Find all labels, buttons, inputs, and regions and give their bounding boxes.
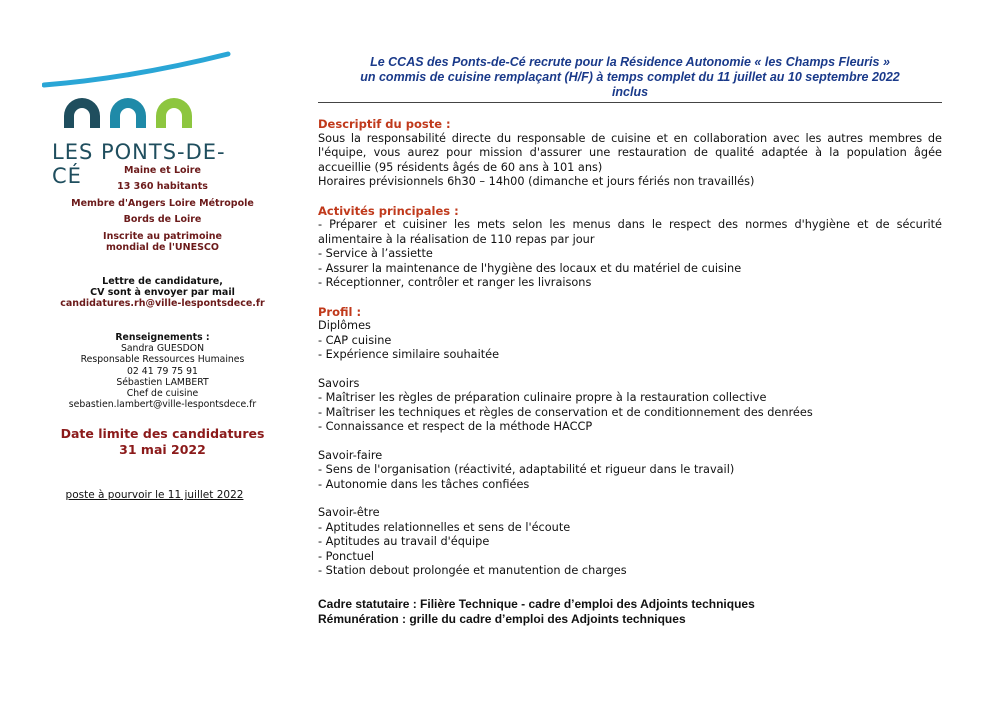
activity-item: - Service à l’assiette bbox=[318, 247, 433, 260]
activity-item: - Assurer la maintenance de l'hygiène des locaux et du matériel de cuisine bbox=[318, 261, 742, 275]
job-offer bbox=[318, 55, 942, 627]
contact-info bbox=[40, 332, 285, 410]
info-line: Inscrite au patrimoine bbox=[103, 230, 222, 242]
activity-item: - Réceptionner, contrôler et ranger les livraisons bbox=[318, 276, 592, 289]
logo-text: LES PONTS-DE-CÉ bbox=[52, 140, 226, 188]
profile-line: - CAP cuisine bbox=[318, 333, 392, 347]
profile-line: Savoir-être bbox=[318, 506, 380, 519]
title-line: Le CCAS des Ponts-de-Cé recrute pour la Résidence Autonomie « les Champs Fleuris » bbox=[370, 55, 890, 69]
profile-line: Diplômes bbox=[318, 319, 371, 332]
statutory-frame: Cadre statutaire : Filière Technique - cadre d’emploi des Adjoints techniques bbox=[318, 596, 755, 611]
profile-line: - Maîtriser les techniques et règles de conservation et de conditionnement des denrées bbox=[318, 405, 813, 419]
info-line: mondial de l'UNESCO bbox=[106, 241, 219, 253]
profile-line: - Sens de l'organisation (réactivité, adaptabilité et rigueur dans le travail) bbox=[318, 463, 735, 476]
deadline-date: 31 mai 2022 bbox=[119, 441, 206, 457]
contact-line: Sébastien LAMBERT bbox=[116, 376, 209, 388]
apply-email-link[interactable]: candidatures.rh@ville-lespontsdece.fr bbox=[60, 298, 265, 310]
profile-line: - Ponctuel bbox=[318, 549, 375, 563]
contact-line: Chef de cuisine bbox=[126, 387, 199, 399]
status-footer bbox=[318, 597, 942, 627]
description-text: Sous la responsabilité directe du responsable de cuisine et en collaboration avec les autres membres de l'équipe, vous aurez pour mission d'assurer une restauration de qualité adaptée à la population âgée accueillie (95 résidents âgés de 60 ans à 101 ans) bbox=[318, 131, 942, 174]
section-heading-profile: Profil : bbox=[318, 304, 362, 319]
sidebar bbox=[40, 40, 285, 501]
profile-line: - Station debout prolongée et manutention de charges bbox=[318, 564, 627, 577]
remuneration: Rémunération : grille du cadre d’emploi des Adjoints techniques bbox=[318, 611, 686, 626]
info-line: 13 360 habitants bbox=[117, 181, 208, 193]
contact-line: Sandra GUESDON bbox=[120, 343, 205, 355]
activity-item: - Préparer et cuisiner les mets selon les menus dans le respect des normes d'hygiène et de sécurité alimentaire à la réalisation de 110 repas par jour bbox=[318, 218, 942, 246]
section-heading-activities: Activités principales : bbox=[318, 203, 459, 218]
profile-line: - Maîtriser les règles de préparation culinaire propre à la restauration collective bbox=[318, 391, 767, 404]
profile-line: - Connaissance et respect de la méthode HACCP bbox=[318, 420, 593, 433]
info-line: Bords de Loire bbox=[123, 214, 202, 226]
apply-line: CV sont à envoyer par mail bbox=[90, 287, 235, 299]
schedule-text: Horaires prévisionnels 6h30 – 14h00 (dimanche et jours fériés non travaillés) bbox=[318, 175, 755, 188]
contact-line: 02 41 79 75 91 bbox=[127, 365, 198, 377]
section-heading-description: Descriptif du poste : bbox=[318, 117, 451, 131]
profile-line: - Autonomie dans les tâches confiées bbox=[318, 477, 530, 491]
offer-title bbox=[318, 55, 942, 103]
profile-line: Savoirs bbox=[318, 376, 360, 390]
deadline bbox=[40, 426, 285, 457]
profile-line: - Aptitudes relationnelles et sens de l'écoute bbox=[318, 520, 571, 534]
contact-line: Responsable Ressources Humaines bbox=[80, 354, 245, 366]
info-line: Maine et Loire bbox=[124, 165, 201, 176]
application-info bbox=[40, 277, 285, 310]
deadline-label: Date limite des candidatures bbox=[60, 426, 265, 442]
profile-line: - Aptitudes au travail d'équipe bbox=[318, 535, 490, 548]
logo-graphic bbox=[42, 40, 242, 140]
contact-email-link[interactable]: sebastien.lambert@ville-lespontsdece.fr bbox=[68, 399, 257, 411]
profile-line: - Expérience similaire souhaitée bbox=[318, 348, 500, 361]
apply-line: Lettre de candidature, bbox=[102, 276, 223, 288]
profile-line: Savoir-faire bbox=[318, 448, 383, 462]
start-date-note: poste à pourvoir le 11 juillet 2022 bbox=[65, 489, 244, 502]
title-line: un commis de cuisine remplaçant (H/F) à temps complet du 11 juillet au 10 septembre 2022 bbox=[360, 70, 900, 84]
contact-heading: Renseignements : bbox=[115, 332, 210, 344]
info-line: Membre d'Angers Loire Métropole bbox=[71, 197, 254, 209]
title-line: inclus bbox=[611, 85, 649, 99]
